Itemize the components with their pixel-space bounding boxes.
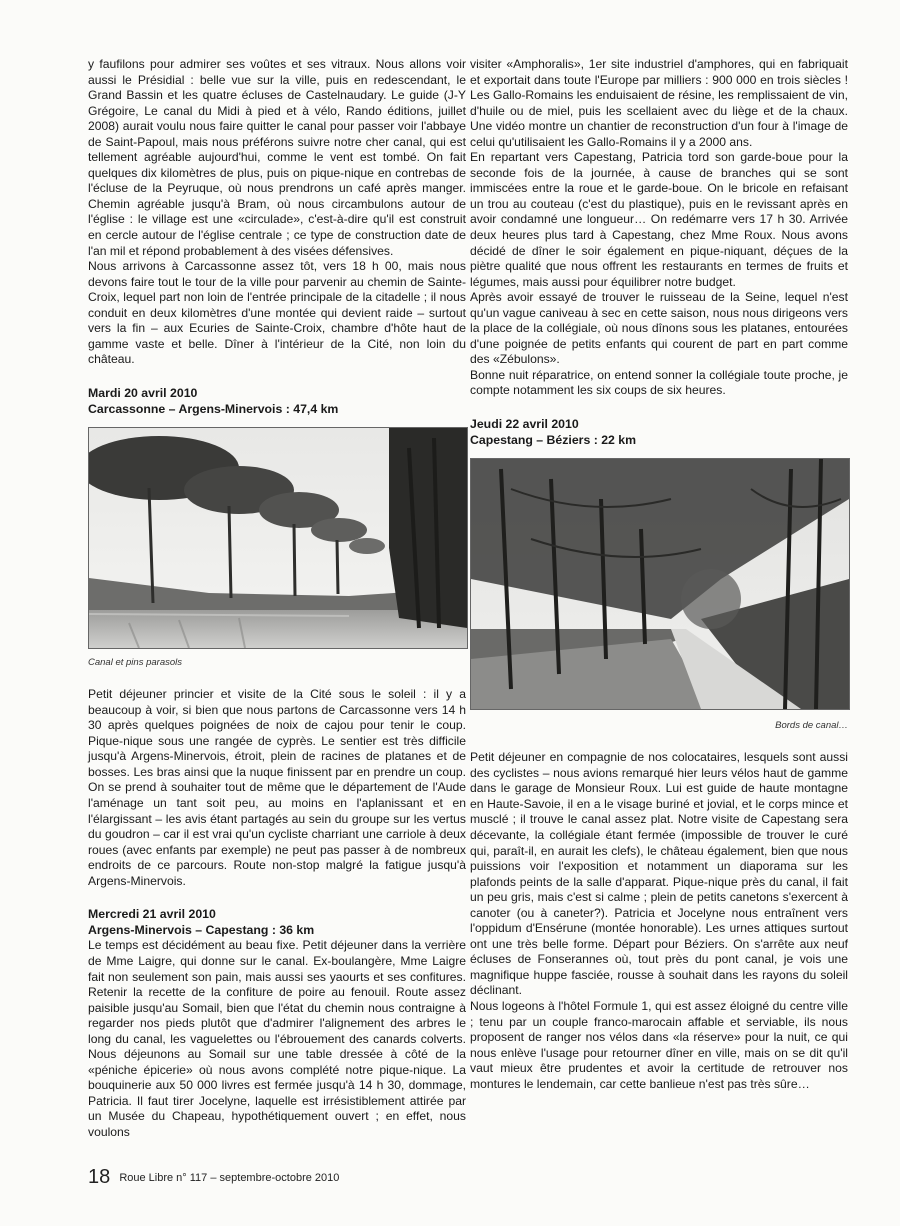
paragraph: visiter «Amphoralis», 1er site industriel d'amphores, qui en fabriquait et exportait dans toute l'Europe par milliers : 900 000 en trois siècles ! Les Gallo-Romains les enduisaient de résine, les remplissaient de vin, d'huile ou de miel, puis les scellaient avec du liège et de la chaux. Une vidéo montre un chantier de reconstruction d'un four à l'image de celui qu'utilisaient les Gallo-Romains il y a 2000 ans. — [470, 57, 848, 149]
paragraph: Petit déjeuner princier et visite de la Cité sous le soleil : il y a beaucoup à voir, si bien que nous partons de Carcassonne vers 14 h 30 après quelques poignées de noix de cajou pour tenir le coup. Pique-nique sous une rangée de cyprès. Le sentier est très difficile jusqu'à Argens-Minervois, étroit, plein de racines de platanes et de bosses. Les bras ainsi que la nuque finissent par en prendre un coup. On se prend à souhaiter tout de même que le département de l'Aude l'aménage un tant soit peu, au moins en l'aplanissant et en l'élargissant – les avis étant partagés au sein du groupe sur les vertus du goudron – car il est vrai qu'un cycliste charriant une carriole à deux roues (avec enfants par exemple) ne peut pas passer à de nombreux endroits de ce parcours. Route non-stop malgré la fatigue jusqu'à Argens-Minervois. — [88, 687, 466, 888]
entry-date: Mercredi 21 avril 2010 — [88, 907, 216, 922]
entry-date: Mardi 20 avril 2010 — [88, 385, 198, 400]
entry-route: Carcassonne – Argens-Minervois : 47,4 km — [88, 401, 339, 416]
entry-route: Argens-Minervois – Capestang : 36 km — [88, 922, 315, 937]
page-footer — [88, 1166, 339, 1189]
paragraph: Nous logeons à l'hôtel Formule 1, qui est assez éloigné du centre ville ; tenu par un couple franco-marocain affable et serviable, ils nous proposent de ranger nos vélos dans «la réserve» pour la nuit, ce qui nous enlève l'usage pour retourner dîner en ville, mais on se dit qu'il vaut mieux être prudentes et avoir la certitude de retrouver nos montures le lendemain, car cette banlieue n'est pas très sûre… — [470, 998, 848, 1091]
paragraph: Petit déjeuner en compagnie de nos colocataires, lesquels sont aussi des cyclistes – nous avions remarqué hier leurs vélos haut de gamme dans le garage de Monsieur Roux. Lui est guide de haute montagne en Haute-Savoie, il en a le visage buriné et jovial, et le corps mince et musclé ; il trouve le canal assez plat. Notre visite de Capestang sera décevante, la collégiale étant fermée (impossible de trouver le curé qui, paraît-il, en aurait les clefs), le château également, bien que nous puissions voir l'exposition et notamment un diaporama sur les plafonds peints de la salle d'apparat. Pique-nique près du canal, il fait un peu gris, mais c'est si calme ; plein de petits canetons s'exercent à canoter (ou à caneter?). Patricia et Jocelyne nous entraînent vers l'oppidum d'Ensérune (montée honorable). Les urnes attiques surtout ont une très belle forme. Départ pour Béziers. On s'arrête aux neuf écluses de Fonserannes où, tout près du pont canal, je vois une magnifique huppe fasciée, rousse à souhait dans les rayons du soleil déclinant. — [470, 750, 848, 998]
paragraph: Bonne nuit réparatrice, on entend sonner la collégiale toute proche, je compte notamment les six coups de six heures. — [470, 367, 848, 398]
right-column — [470, 57, 848, 1092]
paragraph: Le temps est décidément au beau fixe. Petit déjeuner dans la verrière de Mme Laigre, qui donne sur le canal. Ex-boulangère, Mme Laigre fait non seulement son pain, mais aussi ses yaourts et ses confitures. Retenir la recette de la confiture de poire au fenouil. Route assez paisible jusqu'au Somail, bien que l'état du chemin nous contraigne à regarder nos pieds plutôt que d'admirer l'alignement des arbres le long du canal, les vaguelettes ou l'ébrouement des canards colverts. Nous déjeunons au Somail sur une table dressée à côté de la «péniche épicerie» où nous avons complété notre pique-nique. La bouquinerie aux 50 000 livres est fermée jusqu'à 14 h 30, dommage, Patricia. Il faut tirer Jocelyne, laquelle est irrésistiblement attirée par un Musée du Chapeau, hypothétiquement ouvert ; en effet, nous voulons — [88, 938, 466, 1139]
left-column — [88, 57, 466, 1141]
photo-caption: Bords de canal… — [775, 720, 848, 732]
entry-date: Jeudi 22 avril 2010 — [470, 417, 579, 432]
page-number: 18 — [88, 1166, 111, 1188]
entry-route: Capestang – Béziers : 22 km — [470, 432, 637, 447]
photo-canal-banks — [470, 458, 850, 710]
photo-canal-pines — [88, 427, 468, 649]
paragraph: Après avoir essayé de trouver le ruisseau de la Seine, lequel n'est qu'un vague caniveau à sec en cette saison, nous nous dirigeons vers la place de la collégiale, où nous dînons sous les platanes, entourées d'une poignée de petits enfants qui courent de part en part comme des «Zébulons». — [470, 290, 848, 367]
paragraph: En repartant vers Capestang, Patricia tord son garde-boue pour la seconde fois de la journée, à cause de branches qui se sont immiscées entre la roue et le garde-boue. On le bricole en refaisant un trou au couteau (c'est du plastique), puis en le revissant après en avoir condamné une longueur… On redémarre vers 17 h 30. Arrivée deux heures plus tard à Capestang, chez Mme Roux. Nous avons décidé de dîner le soir également en pique-niquant, déçues de la piètre qualité que nous offrent les restaurants en termes de fruits et légumes, mais aussi pour équilibrer notre budget. — [470, 150, 848, 289]
publication-info: Roue Libre n° 117 – septembre-octobre 2010 — [119, 1172, 340, 1184]
photo-caption: Canal et pins parasols — [88, 657, 182, 669]
paragraph: y faufilons pour admirer ses voûtes et ses vitraux. Nous allons voir aussi le Présidial : belle vue sur la ville, puis en redescendant, le Grand Bassin et les quatre écluses de Castelnaudary. Le guide (J-Y Grégoire, Le canal du Midi à pied et à vélo, Rando éditions, juillet 2008) aurait voulu nous faire quitter le canal pour passer voir l'abbaye de Saint-Papoul, mais nous préférons suivre notre cher canal, qui est tellement agréable aujourd'hui, comme le vent est tombé. On fait quelques dix kilomètres de plus, puis on pique-nique en contrebas de l'écluse de la Peyruque, où nous prendrons un café après manger. Chemin agréable jusqu'à Bram, où nous circambulons autour de l'église : le village est une «circulade», c'est-à-dire qu'il est construit en cercle autour de l'église centrale ; ce type de construction date de l'an mil et répond probablement à des visées défensives. — [88, 57, 466, 258]
paragraph: Nous arrivons à Carcassonne assez tôt, vers 18 h 00, mais nous devons faire tout le tour de la ville pour parvenir au chemin de Sainte-Croix, lequel part non loin de l'entrée principale de la citadelle ; il nous conduit en deux kilomètres d'une montée qui devient raide – surtout vers la fin – aux Ecuries de Sainte-Croix, chambre d'hôte haut de gamme vaste et belle. Dîner à l'intérieur de la Cité, non loin du château. — [88, 259, 466, 367]
